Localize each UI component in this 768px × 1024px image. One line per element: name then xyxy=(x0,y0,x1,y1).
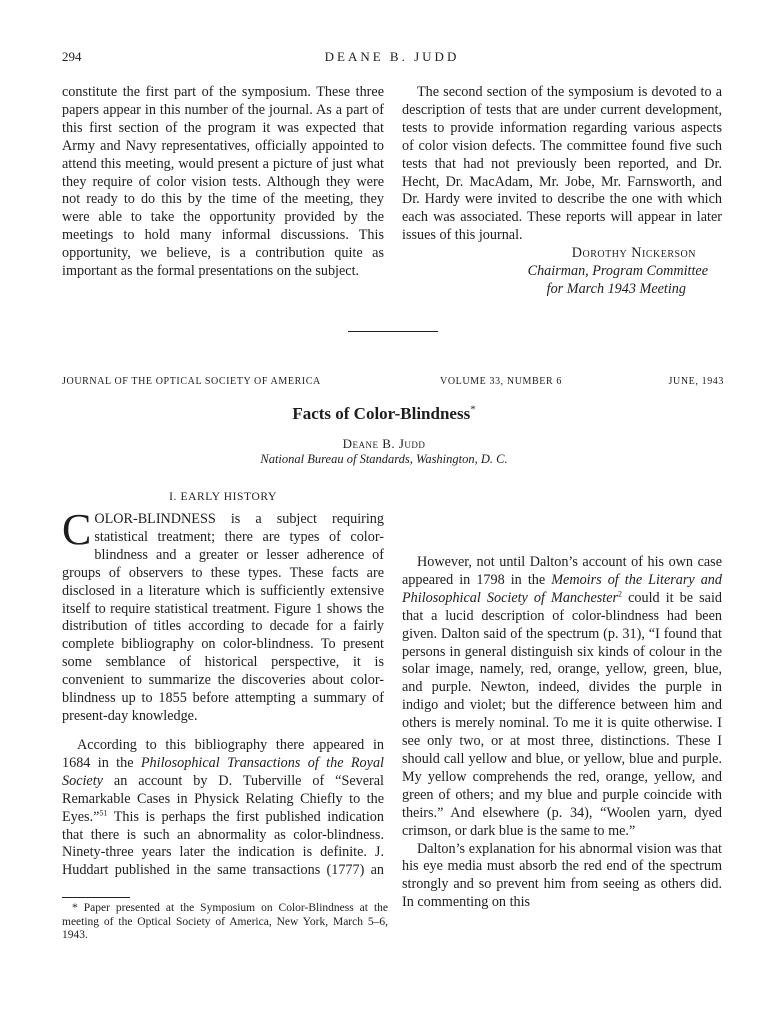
p3-journal-title: Memoirs of the Literary and Philosophical Society of Manchester xyxy=(402,571,722,606)
p3-text-a: However, not until Dalton’s account of his own case appeared in 1798 in the xyxy=(402,554,722,588)
article-affiliation: National Bureau of Standards, Washington, D. C. xyxy=(260,452,508,466)
journal-date: JUNE, 1943 xyxy=(668,376,724,387)
article-flow xyxy=(62,737,384,897)
footnote-rule xyxy=(62,897,130,898)
signature-name: Dorothy Nickerson xyxy=(571,245,696,262)
p2-journal-title: Philosophical Transactions of the Royal Society xyxy=(62,754,384,789)
paragraph-dalton-explanation: Dalton’s explanation for his abnormal vision was that his eye media must absorb the red end of the spectrum strongly and so prevent him from seeing as others did. In commenting on this xyxy=(402,840,722,911)
running-head xyxy=(62,49,722,69)
journal-volume: VOLUME 33, NUMBER 6 xyxy=(440,376,562,387)
signature-title: Chairman, Program Committee xyxy=(527,263,708,280)
p2-text-b: an account by D. Tuberville of “Several Remarkable Cases in Physick Relating Chiefly to the Eyes.” xyxy=(62,772,384,825)
page-number: 294 xyxy=(62,49,82,64)
signature-meeting: for March 1943 Meeting xyxy=(546,280,686,297)
article-left-column xyxy=(62,489,384,726)
journal-info-line xyxy=(62,376,724,390)
journal-name: JOURNAL OF THE OPTICAL SOCIETY OF AMERICA xyxy=(62,376,321,387)
p2-ref-51: 51 xyxy=(99,807,108,817)
running-head-author: DEANE B. JUDD xyxy=(324,49,460,64)
prev-article-right-column xyxy=(402,84,722,299)
prev-article-left-paragraph: constitute the first part of the symposium. These three papers appear in this number of the journal. As a part of this first section of the program it was expected that Army and Navy representatives, officially appointed to attend this meeting, would present a picture of just what they require of color vision tests. Although they were not ready to do this by the time of the meeting, they were able to take the opportunity provided by the meetings to hold many informal discussions. This opportunity, we believe, is a contribution quite as important as the formal presentations on the subject. xyxy=(62,84,384,280)
paragraph-tuberville xyxy=(62,737,384,897)
intro-paragraph xyxy=(62,505,384,726)
prev-article-right-paragraph: The second section of the symposium is devoted to a description of tests that are under current development, tests to provide information regarding various aspects of color vision defects. The committee found five such tests that had not previously been reported, and Dr. Hecht, Dr. MacAdam, Mr. Jobe, Mr. Farnsworth, and Dr. Hardy were invited to describe the one with which each was associated. These reports will appear in later issues of this journal. xyxy=(402,84,722,244)
p3-text-b: could it be said that a lucid description of color-blindness had been given. Dalton said of the spectrum (p. 31), “I found that persons in general distinguish six kinds of colour in the solar image, namely, red, orange, yellow, green, blue, and purple. Newton, indeed, divides the purple in indigo and violet; but the difference between him and others is merely nominal. To me it is quite otherwise. I see only two, or at most three, distinctions. These I should call yellow and blue, or yellow, blue and purple. My yellow comprehends the red, orange, yellow, and green of others; and my blue and purple coincide with theirs.” And elsewhere (p. 34), “Woolen yarn, dyed crimson, or dark blue is the same to me.” xyxy=(402,589,722,839)
p2-text-a: According to this bibliography there appeared in 1684 in the xyxy=(62,737,384,771)
footnote: * Paper presented at the Symposium on Color-Blindness at the meeting of the Optical Society of America, New York, March 5–6, 1943. xyxy=(62,902,388,941)
p3-ref-2: 2 xyxy=(618,589,623,599)
section-heading: I. EARLY HISTORY xyxy=(169,491,277,503)
article-title-text: Facts of Color-Blindness xyxy=(292,404,471,423)
title-footnote-mark: * xyxy=(470,403,476,416)
paragraph-dalton xyxy=(402,554,722,841)
article-divider xyxy=(348,331,438,332)
article-right-column xyxy=(402,554,722,912)
article-title xyxy=(0,404,768,424)
prev-article-left-column xyxy=(62,84,384,281)
p2-text-c: This is perhaps the first published indication that there is such an abnormality as color-blindness. Ninety-three years later the indication is definite. J. Huddart published in the same transactions (1777) an xyxy=(62,808,384,879)
article-author: Deane B. Judd xyxy=(342,436,426,451)
drop-cap: C xyxy=(62,505,92,554)
intro-paragraph-text: OLOR-BLINDNESS is a subject requiring statistical treatment; there are types of color-blindness and a greater or lesser adherence of groups of observers to these types. These facts are disclosed in a literature which is sufficiently extensive itself to require statistical treatment. Figure 1 shows the distribution of titles according to decade for a fairly complete bibliography on color-blindness. To present some semblance of historical perspective, it is convenient to summarize the discoveries about color-blindness up to 1855 before attempting a summary of present-day knowledge. xyxy=(62,511,384,724)
